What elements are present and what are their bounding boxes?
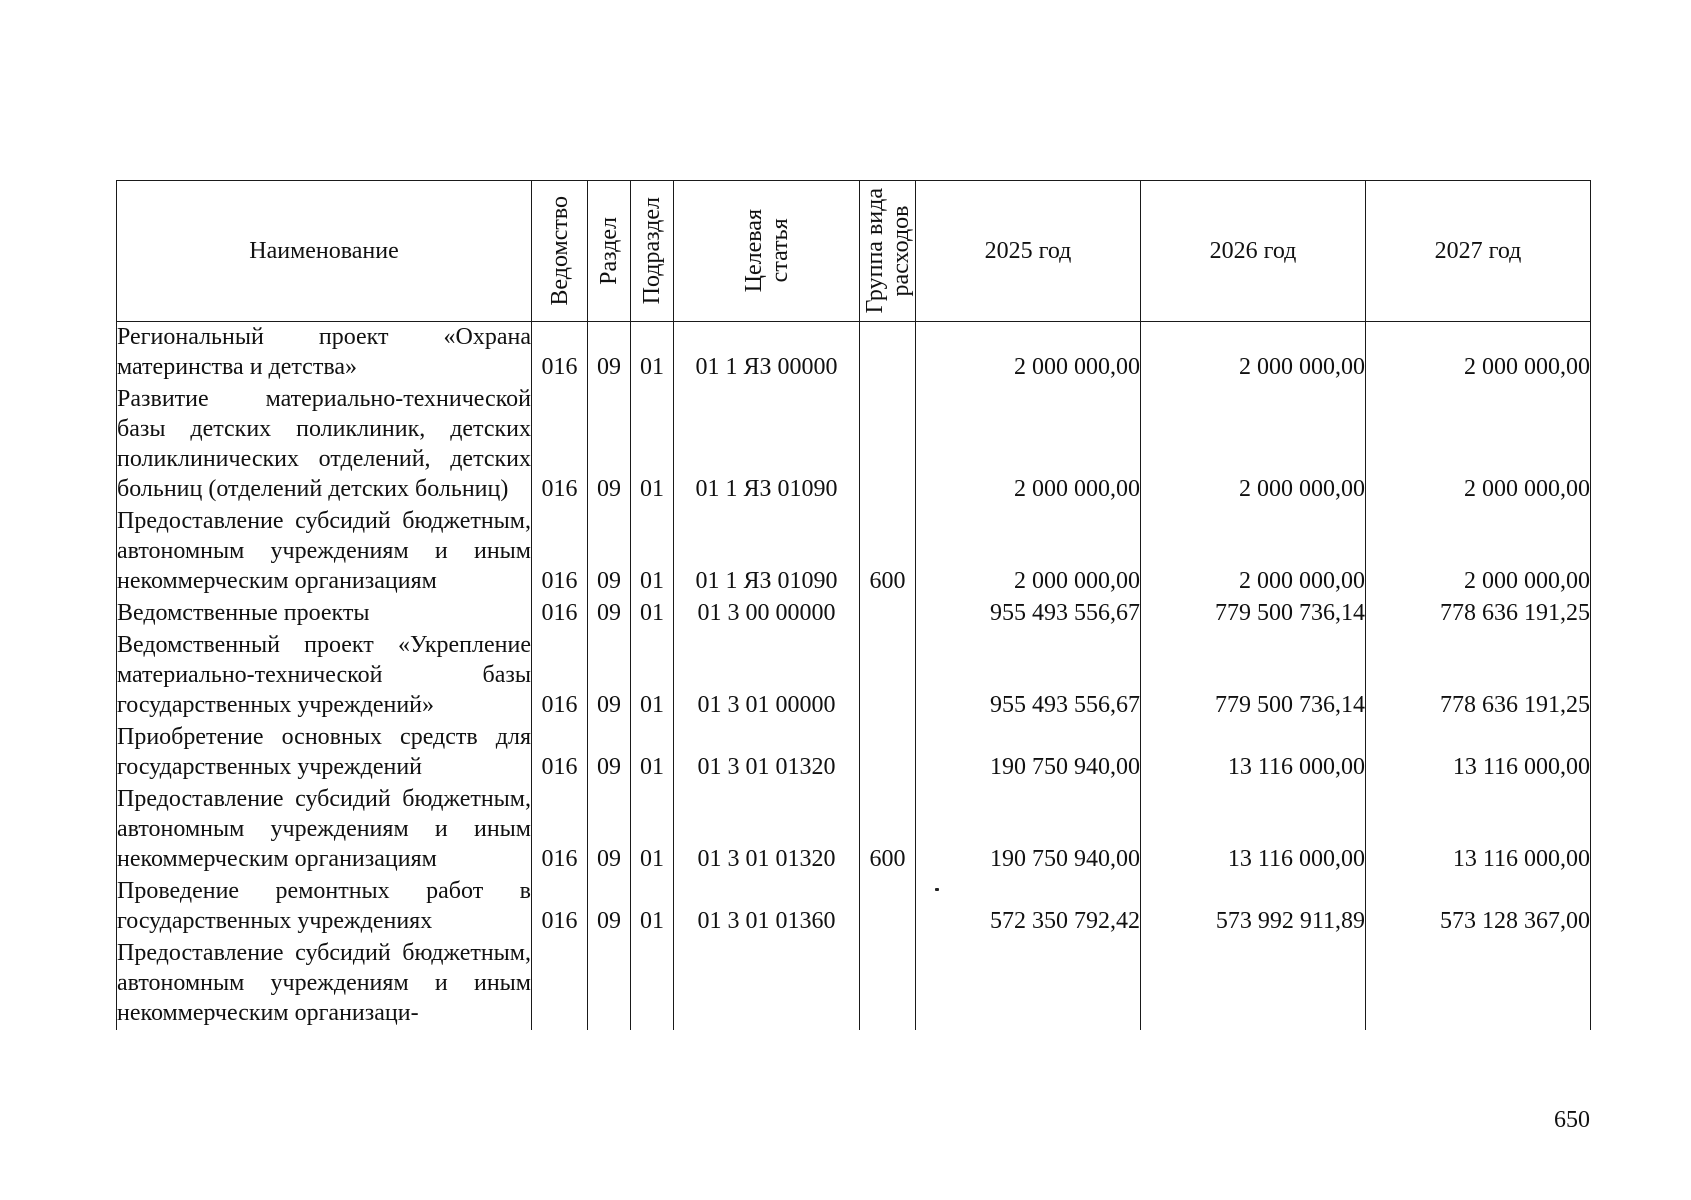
row-amount-2026: 2 000 000,00	[1141, 506, 1366, 598]
table-row	[117, 876, 1591, 938]
header-razdel: Раздел	[588, 181, 631, 322]
row-podrazdel: 01	[631, 384, 674, 506]
row-amount-2026: 779 500 736,14	[1141, 598, 1366, 630]
table-row	[117, 322, 1591, 385]
row-vedomstvo: 016	[532, 722, 588, 784]
row-gruppa-vida-raskhodov	[860, 630, 916, 722]
row-amount-2026: 13 116 000,00	[1141, 784, 1366, 876]
table-row	[117, 784, 1591, 876]
table-row	[117, 598, 1591, 630]
row-amount-2026: 779 500 736,14	[1141, 630, 1366, 722]
row-razdel: 09	[588, 506, 631, 598]
row-gruppa-vida-raskhodov: 600	[860, 506, 916, 598]
row-podrazdel: 01	[631, 322, 674, 385]
row-vedomstvo: 016	[532, 384, 588, 506]
row-name: Ведомственные проекты	[117, 598, 532, 630]
row-amount-2026: 573 992 911,89	[1141, 876, 1366, 938]
header-2027: 2027 год	[1366, 181, 1591, 322]
row-tselevaya-statya: 01 1 ЯЗ 00000	[674, 322, 860, 385]
row-tselevaya-statya: 01 1 ЯЗ 01090	[674, 384, 860, 506]
row-razdel: 09	[588, 598, 631, 630]
row-vedomstvo: 016	[532, 784, 588, 876]
row-razdel: 09	[588, 722, 631, 784]
row-amount-2027: 13 116 000,00	[1366, 784, 1591, 876]
row-amount-2027: 573 128 367,00	[1366, 876, 1591, 938]
row-amount-2025	[916, 938, 1141, 1030]
row-vedomstvo: 016	[532, 630, 588, 722]
row-amount-2025: 955 493 556,67	[916, 630, 1141, 722]
row-podrazdel	[631, 938, 674, 1030]
row-name: Развитие материально-технической базы детских поликлиник, детских поликлинических отделений, детских больниц (отделений детских больниц)	[117, 384, 532, 506]
row-amount-2026	[1141, 938, 1366, 1030]
row-amount-2026: 2 000 000,00	[1141, 322, 1366, 385]
header-name: Наименование	[117, 181, 532, 322]
table-row	[117, 506, 1591, 598]
row-podrazdel: 01	[631, 876, 674, 938]
header-gruppa-vida-raskhodov: Группа вида расходов	[860, 181, 916, 322]
header-2026: 2026 год	[1141, 181, 1366, 322]
row-razdel: 09	[588, 784, 631, 876]
budget-table	[116, 180, 1591, 1030]
row-amount-2025: 2 000 000,00	[916, 322, 1141, 385]
row-podrazdel: 01	[631, 506, 674, 598]
row-razdel: 09	[588, 384, 631, 506]
stray-mark	[935, 888, 939, 891]
row-amount-2027: 2 000 000,00	[1366, 384, 1591, 506]
table-row	[117, 630, 1591, 722]
row-razdel: 09	[588, 322, 631, 385]
row-amount-2025: 2 000 000,00	[916, 384, 1141, 506]
row-gruppa-vida-raskhodov	[860, 322, 916, 385]
row-vedomstvo: 016	[532, 322, 588, 385]
row-tselevaya-statya: 01 1 ЯЗ 01090	[674, 506, 860, 598]
row-name: Предоставление субсидий бюджетным, автономным учреждениям и иным некоммерческим организаци-	[117, 938, 532, 1030]
row-tselevaya-statya: 01 3 01 01320	[674, 722, 860, 784]
row-amount-2026: 2 000 000,00	[1141, 384, 1366, 506]
row-tselevaya-statya: 01 3 01 01320	[674, 784, 860, 876]
row-vedomstvo	[532, 938, 588, 1030]
row-gruppa-vida-raskhodov: 600	[860, 784, 916, 876]
row-vedomstvo: 016	[532, 506, 588, 598]
row-amount-2025: 2 000 000,00	[916, 506, 1141, 598]
header-2025: 2025 год	[916, 181, 1141, 322]
row-amount-2027: 2 000 000,00	[1366, 506, 1591, 598]
header-vedomstvo: Ведомство	[532, 181, 588, 322]
row-razdel: 09	[588, 876, 631, 938]
row-name: Проведение ремонтных работ в государственных учреждениях	[117, 876, 532, 938]
row-gruppa-vida-raskhodov	[860, 598, 916, 630]
header-podrazdel: Подраздел	[631, 181, 674, 322]
row-razdel: 09	[588, 630, 631, 722]
page-number: 650	[1554, 1107, 1590, 1133]
row-gruppa-vida-raskhodov	[860, 876, 916, 938]
row-vedomstvo: 016	[532, 598, 588, 630]
table-row	[117, 722, 1591, 784]
row-amount-2025: 190 750 940,00	[916, 784, 1141, 876]
row-vedomstvo: 016	[532, 876, 588, 938]
row-gruppa-vida-raskhodov	[860, 384, 916, 506]
row-razdel	[588, 938, 631, 1030]
row-gruppa-vida-raskhodov	[860, 938, 916, 1030]
row-podrazdel: 01	[631, 722, 674, 784]
row-gruppa-vida-raskhodov	[860, 722, 916, 784]
row-name: Приобретение основных средств для государственных учреждений	[117, 722, 532, 784]
table-row	[117, 384, 1591, 506]
header-row	[117, 181, 1591, 322]
row-tselevaya-statya: 01 3 01 01360	[674, 876, 860, 938]
row-tselevaya-statya: 01 3 00 00000	[674, 598, 860, 630]
row-amount-2027: 778 636 191,25	[1366, 598, 1591, 630]
row-podrazdel: 01	[631, 598, 674, 630]
row-tselevaya-statya: 01 3 01 00000	[674, 630, 860, 722]
row-amount-2025: 955 493 556,67	[916, 598, 1141, 630]
row-tselevaya-statya	[674, 938, 860, 1030]
row-amount-2027: 778 636 191,25	[1366, 630, 1591, 722]
row-amount-2025: 572 350 792,42	[916, 876, 1141, 938]
row-amount-2027: 2 000 000,00	[1366, 322, 1591, 385]
row-amount-2027: 13 116 000,00	[1366, 722, 1591, 784]
header-tselevaya-statya: Целевая статья	[674, 181, 860, 322]
row-amount-2026: 13 116 000,00	[1141, 722, 1366, 784]
row-name: Региональный проект «Охрана материнства и детства»	[117, 322, 532, 385]
row-name: Предоставление субсидий бюджетным, автономным учреждениям и иным некоммерческим организациям	[117, 506, 532, 598]
row-name: Предоставление субсидий бюджетным, автономным учреждениям и иным некоммерческим организациям	[117, 784, 532, 876]
row-podrazdel: 01	[631, 630, 674, 722]
row-amount-2025: 190 750 940,00	[916, 722, 1141, 784]
row-name: Ведомственный проект «Укрепление материально-технической базы государственных учреждений»	[117, 630, 532, 722]
table-row	[117, 938, 1591, 1030]
row-amount-2027	[1366, 938, 1591, 1030]
row-podrazdel: 01	[631, 784, 674, 876]
table-body	[117, 322, 1591, 1031]
